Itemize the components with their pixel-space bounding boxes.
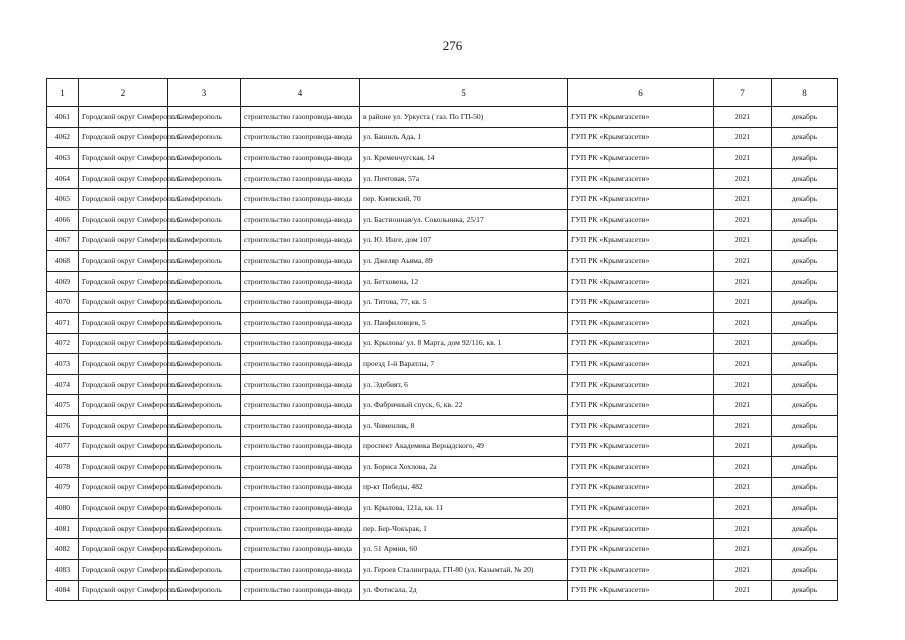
year-cell: 2021 <box>714 436 772 457</box>
district-cell: Городской округ Симферополь <box>79 271 168 292</box>
record-number: 4077 <box>47 436 79 457</box>
organization-cell: ГУП РК «Крымгазсети» <box>568 209 714 230</box>
table-row <box>47 230 838 251</box>
district-cell: Городской округ Симферополь <box>79 395 168 416</box>
organization-cell: ГУП РК «Крымгазсети» <box>568 580 714 601</box>
city-cell: г. Симферополь <box>168 230 241 251</box>
year-cell: 2021 <box>714 230 772 251</box>
city-cell: г. Симферополь <box>168 415 241 436</box>
table-row <box>47 477 838 498</box>
organization-cell: ГУП РК «Крымгазсети» <box>568 189 714 210</box>
month-cell: декабрь <box>772 271 838 292</box>
table-row <box>47 415 838 436</box>
year-cell: 2021 <box>714 560 772 581</box>
record-number: 4061 <box>47 107 79 128</box>
table-row <box>47 395 838 416</box>
address-cell: ул. Эдебият, 6 <box>360 374 568 395</box>
work-type-cell: строительство газопровода-ввода <box>241 560 360 581</box>
page-number: 276 <box>442 38 463 53</box>
organization-cell: ГУП РК «Крымгазсети» <box>568 230 714 251</box>
address-cell: ул. Героев Сталинграда, ГП-80 (ул. Казымтай, № 20) <box>360 560 568 581</box>
month-cell: декабрь <box>772 127 838 148</box>
month-cell: декабрь <box>772 168 838 189</box>
table-row <box>47 271 838 292</box>
work-type-cell: строительство газопровода-ввода <box>241 457 360 478</box>
column-header: 1 <box>47 79 79 107</box>
organization-cell: ГУП РК «Крымгазсети» <box>568 498 714 519</box>
district-cell: Городской округ Симферополь <box>79 292 168 313</box>
address-cell: ул. Ю. Инге, дом 107 <box>360 230 568 251</box>
month-cell: декабрь <box>772 498 838 519</box>
work-type-cell: строительство газопровода-ввода <box>241 333 360 354</box>
address-cell: ул. Крылова/ ул. 8 Марта, дом 92/116, кв. 1 <box>360 333 568 354</box>
year-cell: 2021 <box>714 333 772 354</box>
address-cell: ул. Крылова, 121а, кв. 11 <box>360 498 568 519</box>
month-cell: декабрь <box>772 148 838 169</box>
work-type-cell: строительство газопровода-ввода <box>241 271 360 292</box>
district-cell: Городской округ Симферополь <box>79 189 168 210</box>
column-header: 6 <box>568 79 714 107</box>
city-cell: г. Симферополь <box>168 539 241 560</box>
district-cell: Городской округ Симферополь <box>79 477 168 498</box>
district-cell: Городской округ Симферополь <box>79 333 168 354</box>
record-number: 4073 <box>47 354 79 375</box>
column-header: 3 <box>168 79 241 107</box>
city-cell: г. Симферополь <box>168 168 241 189</box>
city-cell: г. Симферополь <box>168 374 241 395</box>
month-cell: декабрь <box>772 580 838 601</box>
work-type-cell: строительство газопровода-ввода <box>241 209 360 230</box>
year-cell: 2021 <box>714 168 772 189</box>
work-type-cell: строительство газопровода-ввода <box>241 580 360 601</box>
table-row <box>47 457 838 478</box>
record-number: 4080 <box>47 498 79 519</box>
work-type-cell: строительство газопровода-ввода <box>241 107 360 128</box>
city-cell: г. Симферополь <box>168 271 241 292</box>
work-type-cell: строительство газопровода-ввода <box>241 374 360 395</box>
year-cell: 2021 <box>714 539 772 560</box>
table-row <box>47 333 838 354</box>
record-number: 4063 <box>47 148 79 169</box>
month-cell: декабрь <box>772 457 838 478</box>
table-row <box>47 251 838 272</box>
address-cell: ул. Фотисала, 2д <box>360 580 568 601</box>
city-cell: г. Симферополь <box>168 477 241 498</box>
year-cell: 2021 <box>714 518 772 539</box>
record-number: 4064 <box>47 168 79 189</box>
table-row <box>47 436 838 457</box>
address-cell: проспект Академика Вернадского, 49 <box>360 436 568 457</box>
city-cell: г. Симферополь <box>168 127 241 148</box>
work-type-cell: строительство газопровода-ввода <box>241 148 360 169</box>
record-number: 4062 <box>47 127 79 148</box>
district-cell: Городской округ Симферополь <box>79 560 168 581</box>
table-row <box>47 354 838 375</box>
year-cell: 2021 <box>714 580 772 601</box>
work-type-cell: строительство газопровода-ввода <box>241 395 360 416</box>
address-cell: ул. Титова, 77, кв. 5 <box>360 292 568 313</box>
table-row <box>47 560 838 581</box>
address-cell: ул. Бастионная/ул. Сокольника, 25/17 <box>360 209 568 230</box>
work-type-cell: строительство газопровода-ввода <box>241 292 360 313</box>
record-number: 4075 <box>47 395 79 416</box>
month-cell: декабрь <box>772 251 838 272</box>
district-cell: Городской округ Симферополь <box>79 374 168 395</box>
year-cell: 2021 <box>714 354 772 375</box>
record-number: 4084 <box>47 580 79 601</box>
month-cell: декабрь <box>772 374 838 395</box>
record-number: 4066 <box>47 209 79 230</box>
column-header: 8 <box>772 79 838 107</box>
organization-cell: ГУП РК «Крымгазсети» <box>568 292 714 313</box>
address-cell: ул. Чименлик, 8 <box>360 415 568 436</box>
record-number: 4074 <box>47 374 79 395</box>
header-row <box>47 79 838 107</box>
table-row <box>47 374 838 395</box>
city-cell: г. Симферополь <box>168 498 241 519</box>
column-header: 5 <box>360 79 568 107</box>
city-cell: г. Симферополь <box>168 518 241 539</box>
table-row <box>47 539 838 560</box>
city-cell: г. Симферополь <box>168 312 241 333</box>
year-cell: 2021 <box>714 415 772 436</box>
table-body <box>47 107 838 601</box>
table-row <box>47 518 838 539</box>
record-number: 4072 <box>47 333 79 354</box>
table-row <box>47 168 838 189</box>
address-cell: ул. Бориса Хохлова, 2а <box>360 457 568 478</box>
district-cell: Городской округ Симферополь <box>79 539 168 560</box>
record-number: 4069 <box>47 271 79 292</box>
city-cell: г. Симферополь <box>168 148 241 169</box>
table-row <box>47 580 838 601</box>
organization-cell: ГУП РК «Крымгазсети» <box>568 148 714 169</box>
month-cell: декабрь <box>772 107 838 128</box>
month-cell: декабрь <box>772 477 838 498</box>
district-cell: Городской округ Симферополь <box>79 251 168 272</box>
record-number: 4083 <box>47 560 79 581</box>
column-header: 7 <box>714 79 772 107</box>
work-type-cell: строительство газопровода-ввода <box>241 312 360 333</box>
work-type-cell: строительство газопровода-ввода <box>241 415 360 436</box>
work-type-cell: строительство газопровода-ввода <box>241 127 360 148</box>
district-cell: Городской округ Симферополь <box>79 457 168 478</box>
month-cell: декабрь <box>772 560 838 581</box>
month-cell: декабрь <box>772 189 838 210</box>
month-cell: декабрь <box>772 230 838 251</box>
year-cell: 2021 <box>714 189 772 210</box>
year-cell: 2021 <box>714 148 772 169</box>
address-cell: ул. Почтовая, 57а <box>360 168 568 189</box>
month-cell: декабрь <box>772 415 838 436</box>
year-cell: 2021 <box>714 374 772 395</box>
year-cell: 2021 <box>714 271 772 292</box>
district-cell: Городской округ Симферополь <box>79 107 168 128</box>
work-type-cell: строительство газопровода-ввода <box>241 230 360 251</box>
organization-cell: ГУП РК «Крымгазсети» <box>568 374 714 395</box>
record-number: 4081 <box>47 518 79 539</box>
address-cell: ул. Джеляр Аьяма, 89 <box>360 251 568 272</box>
work-type-cell: строительство газопровода-ввода <box>241 354 360 375</box>
address-cell: ул. Кременчугская, 14 <box>360 148 568 169</box>
organization-cell: ГУП РК «Крымгазсети» <box>568 107 714 128</box>
year-cell: 2021 <box>714 477 772 498</box>
month-cell: декабрь <box>772 395 838 416</box>
district-cell: Городской округ Симферополь <box>79 518 168 539</box>
city-cell: г. Симферополь <box>168 457 241 478</box>
work-type-cell: строительство газопровода-ввода <box>241 498 360 519</box>
work-type-cell: строительство газопровода-ввода <box>241 189 360 210</box>
city-cell: г. Симферополь <box>168 560 241 581</box>
city-cell: г. Симферополь <box>168 436 241 457</box>
table-row <box>47 127 838 148</box>
year-cell: 2021 <box>714 292 772 313</box>
month-cell: декабрь <box>772 354 838 375</box>
district-cell: Городской округ Симферополь <box>79 580 168 601</box>
organization-cell: ГУП РК «Крымгазсети» <box>568 354 714 375</box>
district-cell: Городской округ Симферополь <box>79 209 168 230</box>
organization-cell: ГУП РК «Крымгазсети» <box>568 312 714 333</box>
year-cell: 2021 <box>714 209 772 230</box>
district-cell: Городской округ Симферополь <box>79 354 168 375</box>
record-number: 4079 <box>47 477 79 498</box>
organization-cell: ГУП РК «Крымгазсети» <box>568 333 714 354</box>
record-number: 4067 <box>47 230 79 251</box>
address-cell: ул. Бетховена, 12 <box>360 271 568 292</box>
table-row <box>47 107 838 128</box>
record-number: 4065 <box>47 189 79 210</box>
table-row <box>47 312 838 333</box>
month-cell: декабрь <box>772 518 838 539</box>
city-cell: г. Симферополь <box>168 107 241 128</box>
year-cell: 2021 <box>714 395 772 416</box>
year-cell: 2021 <box>714 127 772 148</box>
organization-cell: ГУП РК «Крымгазсети» <box>568 395 714 416</box>
work-type-cell: строительство газопровода-ввода <box>241 539 360 560</box>
organization-cell: ГУП РК «Крымгазсети» <box>568 477 714 498</box>
work-type-cell: строительство газопровода-ввода <box>241 436 360 457</box>
year-cell: 2021 <box>714 457 772 478</box>
year-cell: 2021 <box>714 312 772 333</box>
table-row <box>47 292 838 313</box>
district-cell: Городской округ Симферополь <box>79 498 168 519</box>
organization-cell: ГУП РК «Крымгазсети» <box>568 168 714 189</box>
organization-cell: ГУП РК «Крымгазсети» <box>568 127 714 148</box>
organization-cell: ГУП РК «Крымгазсети» <box>568 415 714 436</box>
record-number: 4076 <box>47 415 79 436</box>
district-cell: Городской округ Симферополь <box>79 168 168 189</box>
year-cell: 2021 <box>714 107 772 128</box>
work-type-cell: строительство газопровода-ввода <box>241 251 360 272</box>
work-type-cell: строительство газопровода-ввода <box>241 477 360 498</box>
address-cell: ул. Фабричный спуск, 6, кв. 22 <box>360 395 568 416</box>
city-cell: г. Симферополь <box>168 251 241 272</box>
city-cell: г. Симферополь <box>168 395 241 416</box>
work-type-cell: строительство газопровода-ввода <box>241 518 360 539</box>
address-cell: ул. Башиль Ада, 1 <box>360 127 568 148</box>
district-cell: Городской округ Симферополь <box>79 415 168 436</box>
gasification-register-table <box>46 78 838 601</box>
month-cell: декабрь <box>772 292 838 313</box>
district-cell: Городской округ Симферополь <box>79 127 168 148</box>
city-cell: г. Симферополь <box>168 580 241 601</box>
record-number: 4068 <box>47 251 79 272</box>
record-number: 4078 <box>47 457 79 478</box>
city-cell: г. Симферополь <box>168 333 241 354</box>
city-cell: г. Симферополь <box>168 209 241 230</box>
record-number: 4070 <box>47 292 79 313</box>
city-cell: г. Симферополь <box>168 354 241 375</box>
organization-cell: ГУП РК «Крымгазсети» <box>568 457 714 478</box>
address-cell: проезд 1-й Варатлы, 7 <box>360 354 568 375</box>
month-cell: декабрь <box>772 333 838 354</box>
organization-cell: ГУП РК «Крымгазсети» <box>568 436 714 457</box>
record-number: 4071 <box>47 312 79 333</box>
organization-cell: ГУП РК «Крымгазсети» <box>568 518 714 539</box>
month-cell: декабрь <box>772 436 838 457</box>
year-cell: 2021 <box>714 498 772 519</box>
organization-cell: ГУП РК «Крымгазсети» <box>568 539 714 560</box>
address-cell: ул. 51 Армии, 60 <box>360 539 568 560</box>
address-cell: пер. Бер-Чокърак, 1 <box>360 518 568 539</box>
month-cell: декабрь <box>772 539 838 560</box>
table-row <box>47 498 838 519</box>
table-row <box>47 189 838 210</box>
district-cell: Городской округ Симферополь <box>79 230 168 251</box>
column-header: 2 <box>79 79 168 107</box>
city-cell: г. Симферополь <box>168 189 241 210</box>
district-cell: Городской округ Симферополь <box>79 312 168 333</box>
year-cell: 2021 <box>714 251 772 272</box>
district-cell: Городской округ Симферополь <box>79 436 168 457</box>
district-cell: Городской округ Симферополь <box>79 148 168 169</box>
table-row <box>47 209 838 230</box>
organization-cell: ГУП РК «Крымгазсети» <box>568 560 714 581</box>
record-number: 4082 <box>47 539 79 560</box>
work-type-cell: строительство газопровода-ввода <box>241 168 360 189</box>
address-cell: пр-кт Победы, 482 <box>360 477 568 498</box>
table-row <box>47 148 838 169</box>
month-cell: декабрь <box>772 312 838 333</box>
organization-cell: ГУП РК «Крымгазсети» <box>568 271 714 292</box>
address-cell: ул. Панфиловцев, 5 <box>360 312 568 333</box>
address-cell: в районе ул. Уркуста ( газ. По ГП-50) <box>360 107 568 128</box>
address-cell: пер. Киевский, 70 <box>360 189 568 210</box>
organization-cell: ГУП РК «Крымгазсети» <box>568 251 714 272</box>
column-header: 4 <box>241 79 360 107</box>
month-cell: декабрь <box>772 209 838 230</box>
city-cell: г. Симферополь <box>168 292 241 313</box>
